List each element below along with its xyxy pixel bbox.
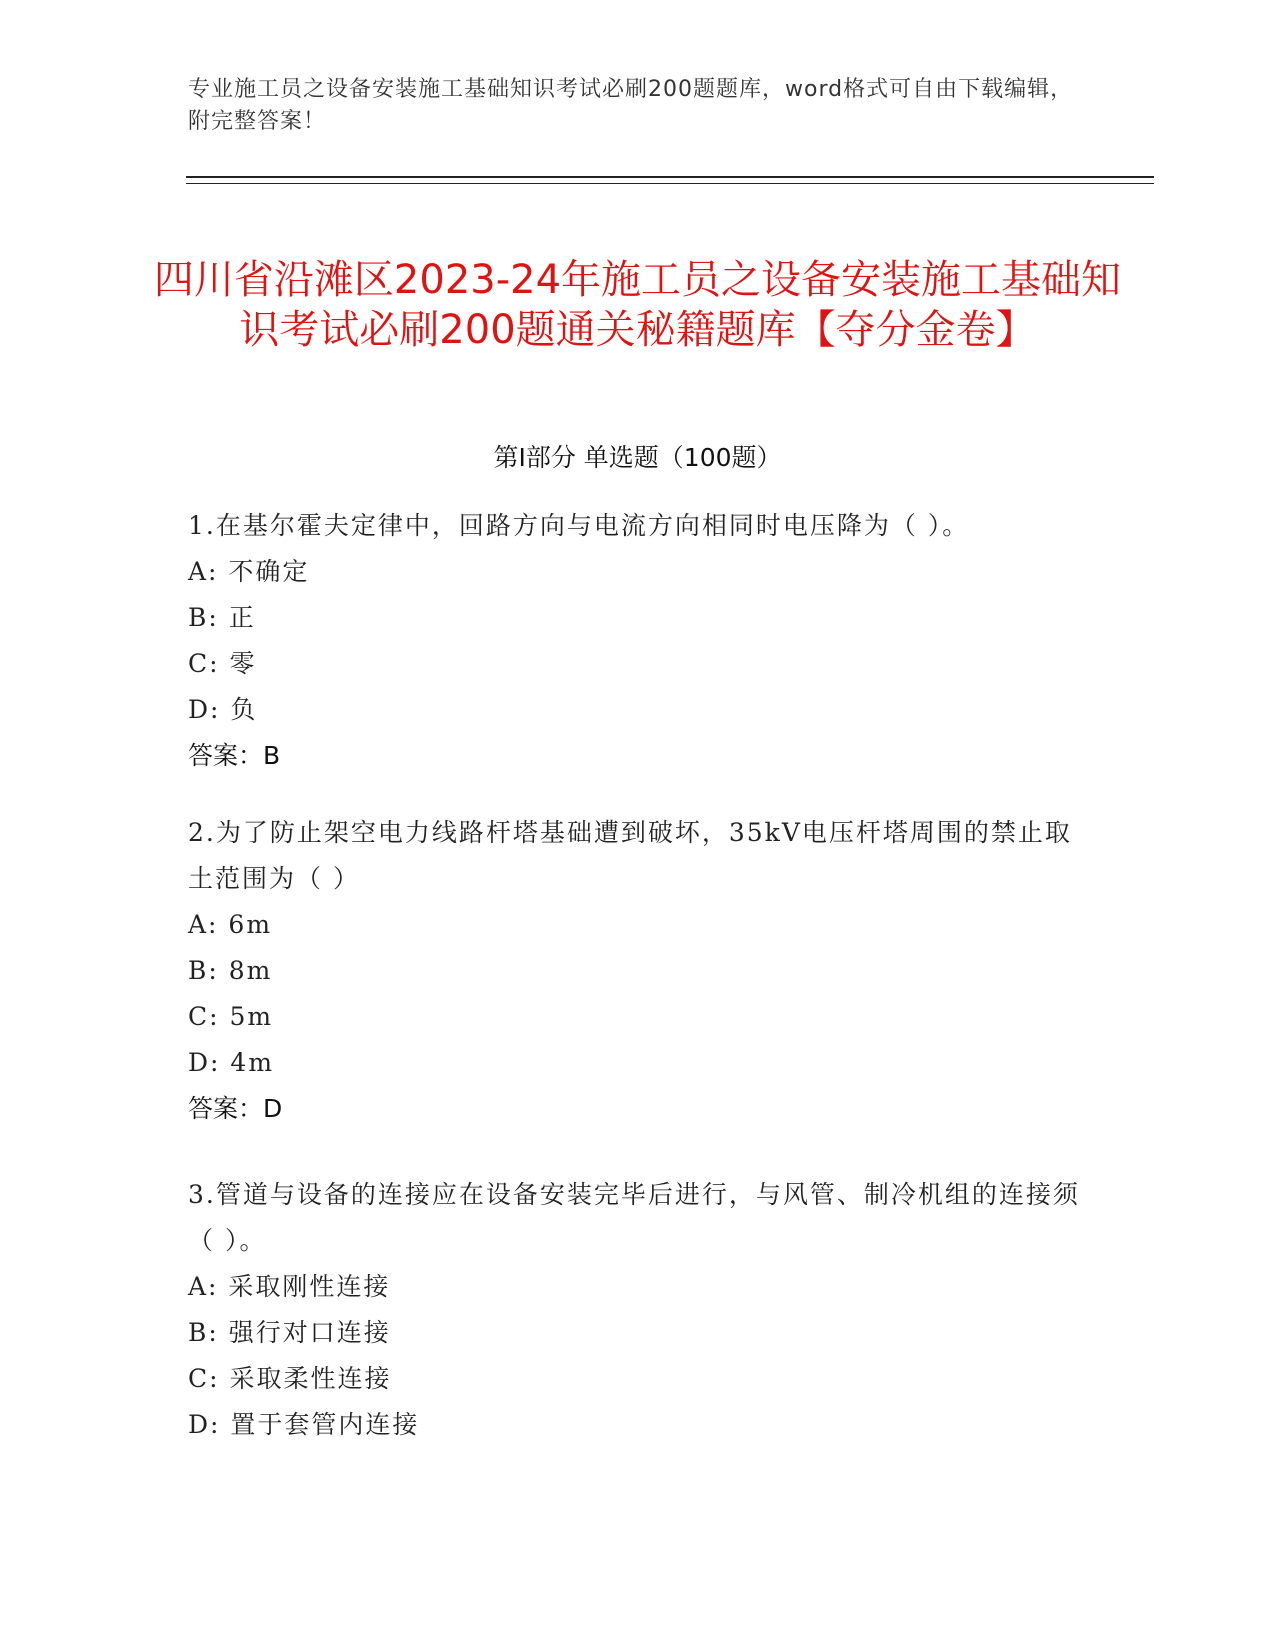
header-note: 专业施工员之设备安装施工基础知识考试必刷200题题库，word格式可自由下载编辑，附完整答案！	[188, 77, 1074, 134]
answer: 答案：B	[188, 741, 281, 770]
question-stem: 3.管道与设备的连接应在设备安装完毕后进行，与风管、制冷机组的连接须（ ）。	[188, 1180, 1080, 1255]
document-title: 四川省沿滩区2023-24年施工员之设备安装施工基础知识考试必刷200题通关秘籍题库【夺分金卷】	[153, 256, 1122, 353]
question-2	[188, 810, 1088, 1132]
option-a: A: 6m	[188, 910, 273, 939]
question-stem: 1.在基尔霍夫定律中，回路方向与电流方向相同时电压降为（ ）。	[188, 511, 970, 540]
option-c: C: 5m	[188, 1002, 274, 1031]
option-d: D: 4m	[188, 1048, 275, 1077]
question-1	[188, 503, 1088, 779]
header-rule-thin	[186, 183, 1154, 184]
option-c: C: 零	[188, 649, 257, 678]
header-rule-thick	[186, 176, 1154, 178]
option-a: A: 不确定	[188, 557, 310, 586]
question-stem: 2.为了防止架空电力线路杆塔基础遭到破坏，35kV电压杆塔周围的禁止取土范围为（ ）	[188, 818, 1072, 893]
section-heading: 第Ⅰ部分 单选题（100题）	[493, 443, 782, 472]
option-d: D: 负	[188, 695, 258, 724]
option-d: D: 置于套管内连接	[188, 1410, 420, 1439]
option-c: C: 采取柔性连接	[188, 1364, 392, 1393]
option-b: B: 强行对口连接	[188, 1318, 391, 1347]
answer: 答案：D	[188, 1094, 283, 1123]
option-a: A: 采取刚性连接	[188, 1272, 391, 1301]
option-b: B: 正	[188, 603, 256, 632]
option-b: B: 8m	[188, 956, 273, 985]
question-3	[188, 1172, 1088, 1448]
